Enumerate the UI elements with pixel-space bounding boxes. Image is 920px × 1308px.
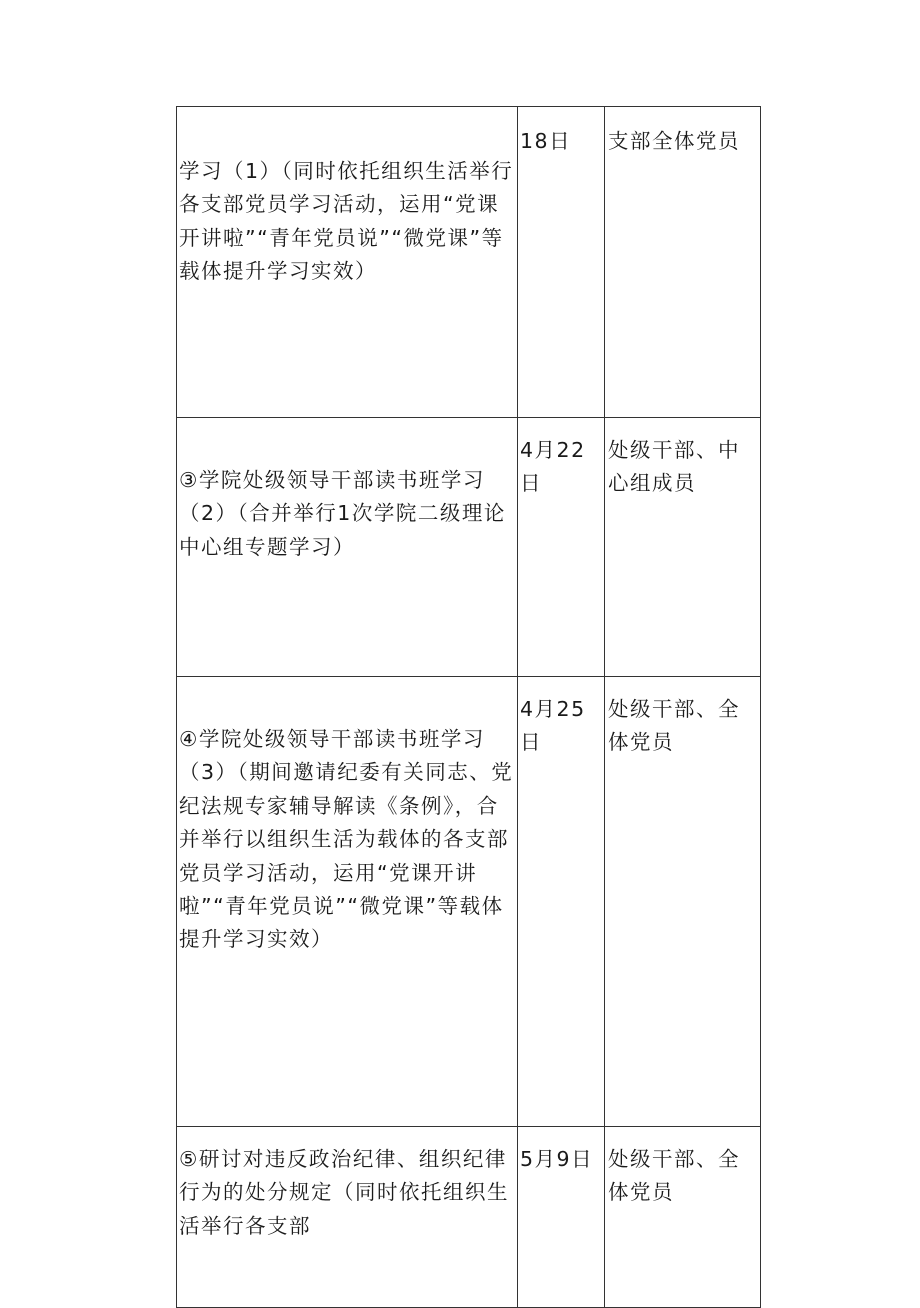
table-row: [177, 418, 761, 677]
participants-cell: [605, 107, 761, 418]
date-cell: [518, 677, 605, 1127]
participants-cell: [605, 677, 761, 1127]
content-text: ⑤研讨对违反政治纪律、组织纪律行为的处分规定（同时依托组织生活举行各支部: [179, 1147, 509, 1238]
content-text: 学习（1）（同时依托组织生活举行各支部党员学习活动，运用“党课开讲啦”“青年党员说”“微党课”等载体提升学习实效）: [179, 159, 514, 284]
table-row: [177, 1127, 761, 1308]
date-text: 4月25日: [520, 697, 586, 755]
schedule-table: [176, 106, 761, 1308]
participants-text: 处级干部、全体党员: [608, 697, 740, 755]
content-text: ④学院处级领导干部读书班学习（3）（期间邀请纪委有关同志、党纪法规专家辅导解读《条例》，合并举行以组织生活为载体的各支部党员学习活动，运用“党课开讲啦”“青年党员说”“微党课”等载体提升学习实效）: [179, 727, 514, 952]
content-cell: [177, 1127, 518, 1308]
table-row: [177, 107, 761, 418]
participants-cell: [605, 1127, 761, 1308]
content-cell: [177, 677, 518, 1127]
date-text: 5月9日: [520, 1147, 594, 1171]
date-text: 18日: [520, 129, 572, 153]
participants-text: 处级干部、全体党员: [608, 1147, 740, 1205]
schedule-table-container: [176, 106, 758, 1308]
table-row: [177, 677, 761, 1127]
content-cell: [177, 418, 518, 677]
participants-cell: [605, 418, 761, 677]
date-cell: [518, 1127, 605, 1308]
participants-text: 处级干部、中心组成员: [608, 438, 740, 496]
date-text: 4月22日: [520, 438, 586, 496]
date-cell: [518, 418, 605, 677]
date-cell: [518, 107, 605, 418]
participants-text: 支部全体党员: [608, 129, 740, 153]
content-cell: [177, 107, 518, 418]
content-text: ③学院处级领导干部读书班学习（2）（合并举行1次学院二级理论中心组专题学习）: [179, 468, 506, 559]
